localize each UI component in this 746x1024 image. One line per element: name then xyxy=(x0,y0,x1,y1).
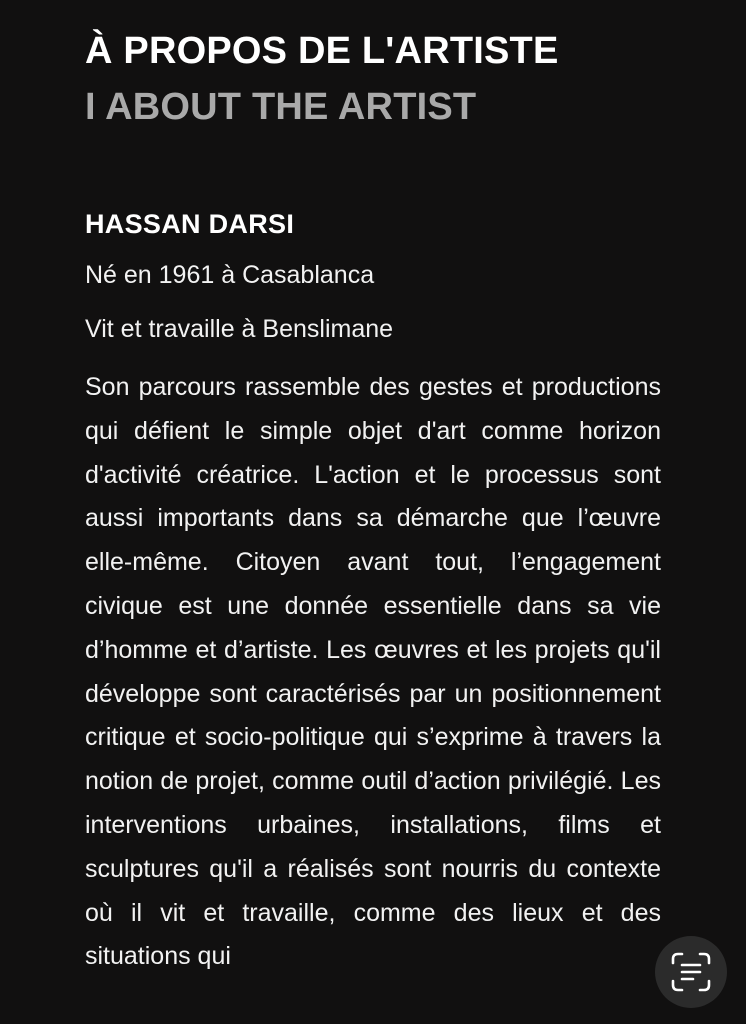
artist-birth-info: Né en 1961 à Casablanca xyxy=(85,261,375,289)
live-text-scan-button[interactable] xyxy=(655,936,727,1008)
artist-name: HASSAN DARSI xyxy=(85,209,295,239)
live-text-scan-icon xyxy=(669,950,713,994)
page-title-english: I ABOUT THE ARTIST xyxy=(85,86,477,128)
artist-residence-info: Vit et travaille à Benslimane xyxy=(85,315,394,343)
about-artist-section xyxy=(85,28,661,979)
artist-biography: Son parcours rassemble des gestes et productions qui défient le simple objet d'art comme horizon d'activité créatrice. L'action et le processus sont aussi importants dans sa démarche que l’œuvre elle-même. Citoyen avant tout, l’engagement civique est une donnée essentielle dans sa vie d’homme et d’artiste. Les œuvres et les projets qu'il développe sont caractérisés par un positionnement critique et socio-politique qui s’exprime à travers la notion de projet, comme outil d’action privilégié. Les interventions urbaines, installations, films et sculptures qu'il a réalisés sont nourris du contexte où il vit et travaille, comme des lieux et des situations qui xyxy=(85,373,661,971)
page-title-french: À PROPOS DE L'ARTISTE xyxy=(85,30,559,72)
